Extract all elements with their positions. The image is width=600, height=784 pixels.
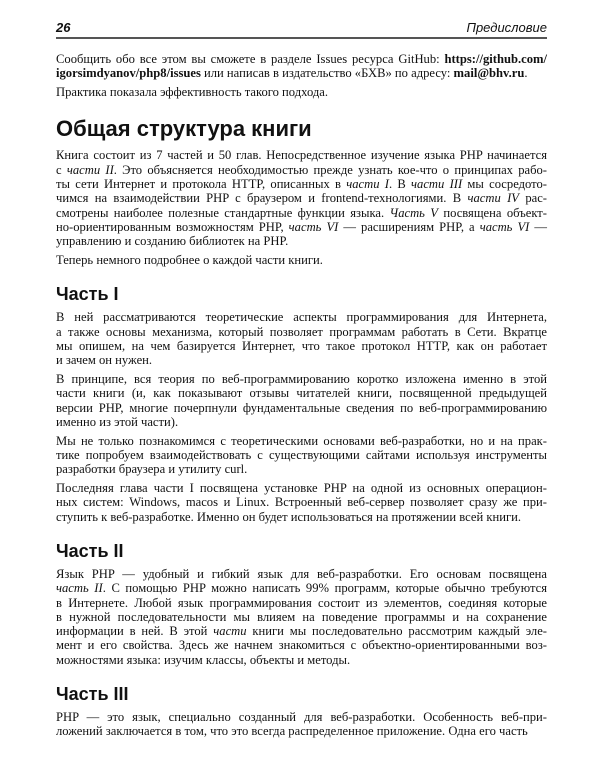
- text: Сообщить обо все этом вы сможете в разделе Issues ресурса GitHub:: [56, 52, 445, 66]
- section-heading: Общая структура книги: [56, 116, 312, 142]
- text-line: [56, 581, 547, 595]
- text: Мы не только познакомимся с теоретическими основами веб-разработки, но и на прак-: [56, 433, 547, 448]
- text-line: [56, 415, 547, 429]
- paragraph: [56, 481, 547, 524]
- paragraph: [56, 310, 547, 367]
- text-line: [56, 206, 547, 220]
- text: а также основы механизма, который позволяет программам работать в Сети. Вкратце: [56, 324, 547, 339]
- text: Книга состоит из 7 частей и 50 глав. Непосредственное изучение языка PHP начинается: [56, 148, 547, 163]
- bold-text: https://github.com/: [444, 52, 547, 66]
- text-line: [56, 434, 547, 448]
- paragraph: [56, 253, 547, 267]
- text-line: [56, 610, 547, 624]
- text-line: [56, 653, 547, 667]
- text-line: [56, 462, 547, 476]
- text-line: [56, 52, 547, 66]
- italic-text: части III: [411, 176, 463, 191]
- paragraph: [56, 85, 547, 99]
- text: мент и его свойства. Здесь же начнем знакомиться с объектно-ориентированными воз-: [56, 638, 547, 653]
- italic-text: части: [213, 624, 247, 639]
- text-line: [56, 481, 547, 495]
- text-line: [56, 596, 547, 610]
- page-header: [56, 20, 547, 39]
- text: В ней рассматриваются теоретические аспекты программирования для Интернета,: [56, 310, 547, 325]
- paragraph: [56, 148, 547, 248]
- text-line: [56, 191, 547, 205]
- text-line: [56, 66, 547, 80]
- text: с: [56, 162, 67, 177]
- text-line: [56, 85, 547, 99]
- text-line: [56, 353, 547, 367]
- text: в нужной последовательности мы влияем на поведение программы и на сохранение: [56, 609, 547, 624]
- text-line: [56, 448, 547, 462]
- text: в Интернете. Любой язык программирования состоит из элементов, соединяя которые: [56, 595, 547, 610]
- paragraph: [56, 567, 547, 667]
- text-line: [56, 234, 547, 248]
- text-line: [56, 401, 547, 415]
- text: . В: [388, 176, 412, 191]
- text-line: [56, 386, 547, 400]
- text: . Это объясняется необходимостью прежде узнать кое-что о принципах рабо-: [113, 162, 547, 177]
- text-line: [56, 710, 547, 724]
- text: рас-: [518, 191, 547, 206]
- paragraph: [56, 372, 547, 429]
- text: Практика показала эффективность такого подхода.: [56, 85, 329, 100]
- text-line: [56, 163, 547, 177]
- text: информации в ней. В этой: [56, 624, 214, 639]
- text-line: [56, 253, 547, 267]
- paragraph: [56, 710, 547, 739]
- text-line: [56, 638, 547, 652]
- bold-text: mail@bhv.ru: [453, 66, 525, 81]
- italic-text: часть II: [56, 581, 103, 596]
- text: смотрены наиболее полезные стандартные функции языка.: [56, 205, 390, 220]
- text: ных систем: Windows, macos и Linux. Встроенный веб-сервер позволяет сразу же при-: [56, 495, 547, 510]
- text: ступить к веб-разработке. Именно он будет использоваться на протяжении всей книги.: [56, 509, 522, 524]
- text-line: [56, 567, 547, 581]
- italic-text: часть VI: [479, 219, 530, 234]
- text: — расширениям PHP, а: [338, 219, 480, 234]
- text: ложений заключается в том, что это всегда распределенное приложение. Одна его часть: [56, 724, 528, 739]
- page-body: [56, 52, 547, 743]
- text-line: [56, 325, 547, 339]
- paragraph: [56, 52, 547, 81]
- text: посвящена объект-: [437, 205, 547, 220]
- text: . С помощью PHP можно написать 99% программ, которые обычно требуются: [102, 581, 547, 596]
- text: части книги (и, как показывают отзывы читателей книги, посвященной предыдущей: [56, 386, 547, 401]
- text: можностями языка: изучим классы, объекты и методы.: [56, 652, 351, 667]
- italic-text: Часть V: [389, 205, 438, 220]
- text-line: [56, 510, 547, 524]
- italic-text: часть VI: [288, 219, 339, 234]
- text-line: [56, 495, 547, 509]
- text: разработки браузера и утилиту curl.: [56, 462, 248, 477]
- italic-text: части IV: [467, 191, 519, 206]
- text-line: [56, 724, 547, 738]
- page-number: 26: [56, 20, 71, 35]
- text: мы опишем, на чем базируется Интернет, что такое протокол HTTP, как он работает: [56, 338, 547, 353]
- text: и зачем он нужен.: [56, 353, 153, 368]
- text-line: [56, 372, 547, 386]
- text: PHP — это язык, специально созданный для веб-разработки. Особенность веб-при-: [56, 710, 547, 724]
- text: Язык PHP — удобный и гибкий язык для веб-разработки. Его основам посвящена: [56, 566, 547, 581]
- text-line: [56, 177, 547, 191]
- paragraph: [56, 434, 547, 477]
- text: ты сети Интернет и протокола HTTP, описанных в: [56, 176, 347, 191]
- text-line: [56, 148, 547, 162]
- text: тике попробуем взаимодействовать с существующими сайтами используя инструменты: [56, 447, 547, 462]
- text: —: [529, 219, 548, 234]
- text: В принципе, вся теория по веб-программированию коротко изложена именно в этой: [56, 371, 547, 386]
- subsection-heading: Часть I: [56, 284, 119, 305]
- text: или написав в издательство «БХВ» по адресу:: [200, 66, 454, 81]
- text: именно из этой части).: [56, 414, 179, 429]
- text: Последняя глава части I посвящена установке PHP на одной из основных операцион-: [56, 481, 547, 496]
- bold-text: igorsimdyanov/php8/issues: [56, 66, 201, 81]
- text: но-ориентированным возможностям PHP,: [56, 219, 289, 234]
- italic-text: части I: [346, 176, 389, 191]
- italic-text: части II: [66, 162, 114, 177]
- text: .: [524, 66, 528, 81]
- text-line: [56, 624, 547, 638]
- text-line: [56, 310, 547, 324]
- text-line: [56, 220, 547, 234]
- text: чимся на взаимодействии PHP с браузером и frontend-технологиями. В: [56, 191, 468, 206]
- text: версии PHP, многие почерпнули фундаментальные сведения по веб-программированию: [56, 400, 547, 415]
- text: управлению и созданию библиотек на PHP.: [56, 234, 289, 249]
- subsection-heading: Часть III: [56, 684, 129, 704]
- text: книги мы последовательно рассмотрим каждый эле-: [246, 624, 547, 639]
- text-line: [56, 339, 547, 353]
- running-title: Предисловие: [466, 20, 547, 35]
- text: Теперь немного подробнее о каждой части книги.: [56, 252, 323, 267]
- text: мы сосредото-: [462, 176, 547, 191]
- subsection-heading: Часть II: [56, 540, 124, 561]
